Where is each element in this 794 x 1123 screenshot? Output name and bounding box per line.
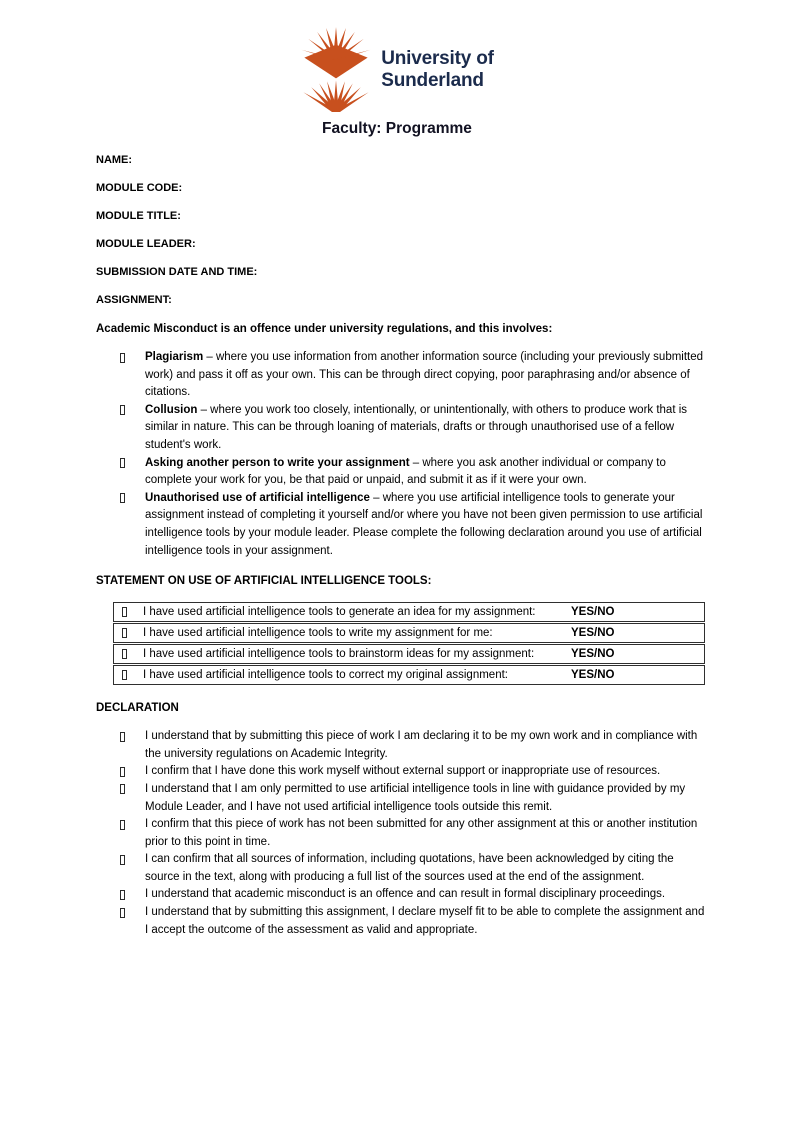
- misconduct-term: Asking another person to write your assignment: [145, 456, 410, 469]
- form-fields: [96, 154, 709, 307]
- bullet-glyph-icon: [120, 405, 125, 415]
- brand-line-2: Sunderland: [381, 69, 484, 91]
- bullet-glyph-icon: [120, 855, 125, 865]
- bullet-glyph-icon: [122, 670, 127, 680]
- misconduct-description: – where you work too closely, intentionally, or unintentionally, with others to produce work that is similar in nature. This can be through loaning of materials, drafts or through unauthorised use of a fellow student's work.: [145, 403, 688, 451]
- bullet-glyph-icon: [122, 649, 127, 659]
- bullet-glyph-icon: [122, 628, 127, 638]
- ai-statement-text: I have used artificial intelligence tools to brainstorm ideas for my assignment:: [143, 648, 535, 661]
- declaration-list-item: [96, 763, 709, 781]
- misconduct-term: Unauthorised use of artificial intelligence: [145, 491, 370, 504]
- bullet-glyph-icon: [120, 890, 125, 900]
- declaration-list-item: [96, 728, 709, 763]
- yes-no-answer[interactable]: YES/NO: [571, 627, 615, 640]
- field-label: MODULE CODE:: [96, 182, 183, 194]
- bullet-glyph-icon: [120, 732, 125, 742]
- page-title: Faculty: Programme: [322, 120, 472, 137]
- yes-no-answer[interactable]: YES/NO: [571, 606, 615, 619]
- bullet-glyph-icon: [120, 820, 125, 830]
- brand-line-1: University of: [381, 48, 494, 70]
- ai-statement-text: I have used artificial intelligence tools to generate an idea for my assignment:: [143, 606, 536, 619]
- declaration-list-item: [96, 851, 709, 886]
- document-header: [0, 0, 794, 138]
- ai-statement-row: [113, 623, 705, 643]
- sunburst-diamond-logo-icon: [300, 27, 372, 112]
- ai-statement-heading: STATEMENT ON USE OF ARTIFICIAL INTELLIGENCE TOOLS:: [96, 575, 432, 588]
- bullet-glyph-icon: [120, 493, 125, 503]
- declaration-list-item: [96, 886, 709, 904]
- declaration-heading: DECLARATION: [96, 702, 179, 715]
- yes-no-answer[interactable]: YES/NO: [571, 648, 615, 661]
- misconduct-list-item: [96, 349, 709, 402]
- misconduct-description: – where you use artificial intelligence tools to generate your assignment instead of completing it yourself and/or where you have not been given permission to use artificial intelligence tools by your module leader. Please complete the following declaration around you use of artificial intelligence tools in your assignment.: [145, 491, 703, 557]
- declaration-list-item: [96, 816, 709, 851]
- misconduct-list-item: [96, 455, 709, 490]
- misconduct-list-item: [96, 402, 709, 455]
- misconduct-term: Plagiarism: [145, 351, 204, 363]
- ai-statement-row: [113, 602, 705, 622]
- ai-statement-text: I have used artificial intelligence tools to correct my original assignment:: [143, 669, 508, 682]
- field-label: MODULE TITLE:: [96, 210, 181, 222]
- misconduct-term: Collusion: [145, 403, 198, 416]
- yes-no-answer[interactable]: YES/NO: [571, 669, 615, 682]
- field-label: SUBMISSION DATE AND TIME:: [96, 266, 258, 278]
- declaration-list-item: [96, 904, 709, 939]
- misconduct-description: – where you ask another individual or company to complete your work for you, be that paid or unpaid, and submit it as if it were your own.: [145, 456, 666, 487]
- field-label: MODULE LEADER:: [96, 238, 196, 250]
- declaration-text: I confirm that this piece of work has not been submitted for any other assignment at this or another institution prior to this point in time.: [145, 818, 698, 848]
- declaration-list: [96, 728, 709, 939]
- misconduct-description: – where you use information from another information source (including your previously submitted work) and pass it off as your own. This can be through direct copying, poor paraphrasing and/or absence of citations.: [145, 351, 704, 399]
- declaration-text: I understand that by submitting this piece of work I am declaring it to be my own work and in compliance with the university regulations on Academic Integrity.: [145, 730, 698, 760]
- misconduct-list-item: [96, 490, 709, 560]
- ai-statement-table: [113, 602, 705, 685]
- bullet-glyph-icon: [122, 607, 127, 617]
- field-label: NAME:: [96, 154, 133, 166]
- ai-statement-text: I have used artificial intelligence tools to write my assignment for me:: [143, 627, 493, 640]
- declaration-text: I understand that I am only permitted to use artificial intelligence tools in line with guidance provided by my Module Leader, and I have not used artificial intelligence tools outside this remit.: [145, 782, 686, 813]
- bullet-glyph-icon: [120, 767, 125, 777]
- ai-statement-row: [113, 665, 705, 685]
- bullet-glyph-icon: [120, 458, 125, 468]
- bullet-glyph-icon: [120, 908, 125, 918]
- bullet-glyph-icon: [120, 353, 125, 363]
- misconduct-list: [96, 349, 709, 560]
- misconduct-intro: Academic Misconduct is an offence under university regulations, and this involves:: [96, 323, 553, 335]
- declaration-list-item: [96, 781, 709, 816]
- university-logo: [300, 27, 494, 112]
- declaration-text: I can confirm that all sources of information, including quotations, have been acknowledged by citing the source in the text, along with producing a full list of the sources used at the end of the assignment.: [145, 853, 674, 883]
- field-label: ASSIGNMENT:: [96, 294, 172, 306]
- declaration-text: I understand that by submitting this assignment, I declare myself fit to be able to complete the assignment and I accept the outcome of the assessment as valid and appropriate.: [145, 906, 705, 936]
- document-body: [0, 154, 794, 939]
- bullet-glyph-icon: [120, 784, 125, 794]
- declaration-text: I confirm that I have done this work myself without external support or inappropriate use of resources.: [145, 765, 661, 778]
- declaration-text: I understand that academic misconduct is an offence and can result in formal disciplinary proceedings.: [145, 888, 666, 901]
- brand-text: [381, 48, 494, 91]
- ai-statement-row: [113, 644, 705, 664]
